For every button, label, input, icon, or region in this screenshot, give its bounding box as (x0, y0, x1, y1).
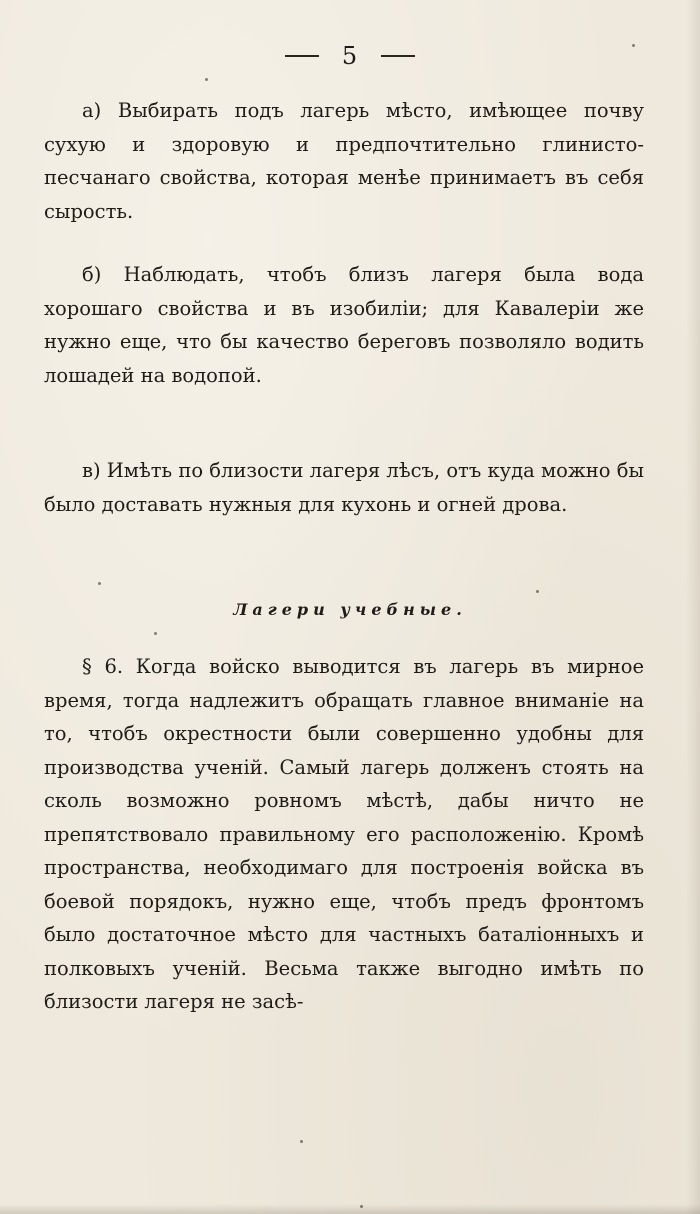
header-dash-right (381, 55, 415, 57)
paragraph-c (44, 454, 644, 521)
paper-speck (205, 78, 208, 81)
paragraph-a-text: а) Выбирать подъ лагерь мѣсто, имѣющее почву сухую и здоровую и предпочтительно глинисто-песчанаго свойства, которая менѣе принимаетъ въ себя сырость. (44, 99, 644, 223)
section-heading: Лагери учебные. (233, 600, 467, 619)
paragraph-c-text: в) Имѣть по близости лагеря лѣсъ, отъ куда можно бы было доставать нужныя для кухонь и огней дрова. (44, 459, 644, 516)
paper-speck (98, 582, 101, 585)
paper-speck (632, 44, 635, 47)
page-header (0, 40, 700, 70)
section-6-paragraph (44, 650, 644, 1019)
paper-speck (300, 1140, 303, 1143)
header-dash-left (285, 55, 319, 57)
paragraph-b-text: б) Наблюдать, чтобъ близъ лагеря была вода хорошаго свойства и въ изобиліи; для Кавалеріи же нужно еще, что бы качество береговъ позволяло водить лошадей на водопой. (44, 263, 644, 387)
paper-speck (154, 632, 157, 635)
paper-speck (536, 590, 539, 593)
page-number: 5 (341, 41, 359, 70)
paragraph-b (44, 258, 644, 392)
page-bottom-edge (0, 1204, 700, 1214)
paragraph-a (44, 94, 644, 228)
section-6-text: § 6. Когда войско выводится въ лагерь въ мирное время, тогда надлежитъ обращать главное вниманіе на то, чтобъ окрестности были совершенно удобны для производства ученій. Самый лагерь долженъ стоять на сколь возможно ровномъ мѣстѣ, дабы ничто не препятствовало правильному его расположенію. Кромѣ пространства, необходимаго для построенія войска въ боевой порядокъ, нужно еще, чтобъ предъ фронтомъ было достаточное мѣсто для частныхъ баталіонныхъ и полковыхъ ученій. Весьма также выгодно имѣть по близости лагеря не засѣ- (44, 655, 644, 1013)
